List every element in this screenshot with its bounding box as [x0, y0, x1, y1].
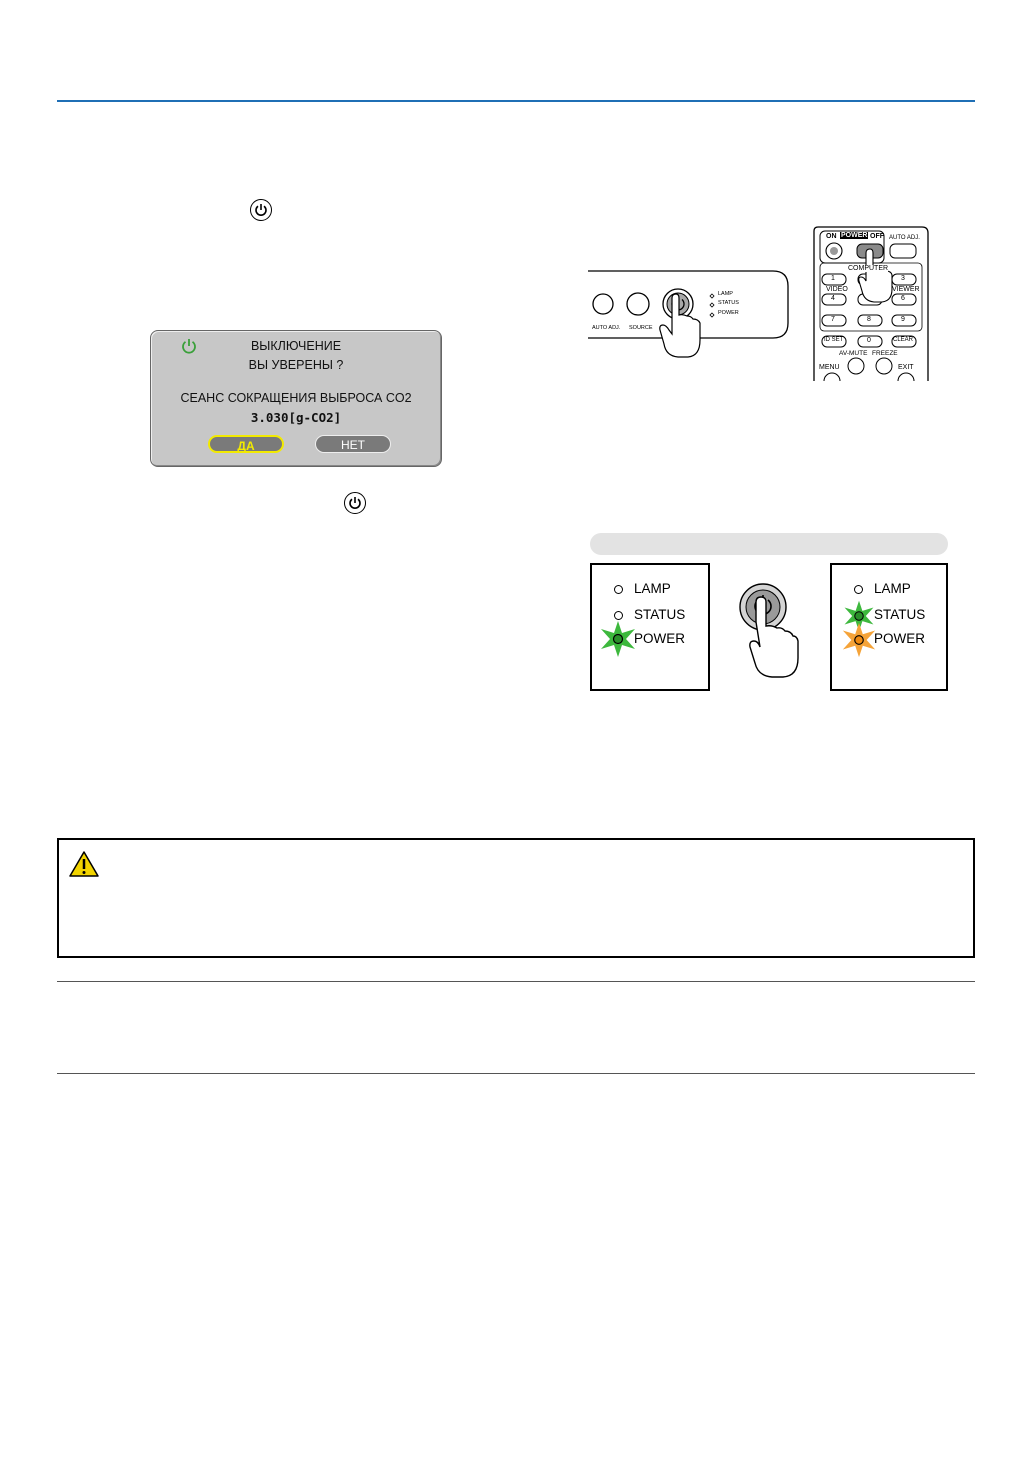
key-6: 6 [901, 295, 905, 302]
projector-cabinet-panel [588, 268, 790, 380]
key-9: 9 [901, 316, 905, 323]
status-label: STATUS [634, 607, 686, 622]
key-4: 4 [831, 295, 835, 302]
no-button[interactable]: НЕТ [315, 435, 391, 453]
remote-off-label: OFF [870, 233, 884, 240]
lamp-label: LAMP [634, 581, 671, 596]
remote-av-mute-label: AV-MUTE [839, 350, 868, 357]
auto-adj-label: AUTO ADJ. [592, 325, 621, 331]
power-led-glow-green [598, 619, 638, 659]
key-7: 7 [831, 316, 835, 323]
cabinet-lamp-label: LAMP [718, 291, 733, 297]
power-label: POWER [634, 631, 686, 646]
dialog-question: ВЫ УВЕРЕНЫ ? [248, 358, 344, 372]
co2-session-value: 3.030[g-CO2] [250, 410, 342, 425]
note-rule-bottom [57, 1073, 975, 1074]
power-label-2: POWER [874, 631, 926, 646]
remote-video-label: VIDEO [826, 286, 848, 293]
remote-on-label: ON [826, 233, 837, 240]
remote-auto-adj-label: AUTO ADJ. [889, 235, 920, 241]
key-0: 0 [867, 337, 871, 344]
indicator-panel-before [590, 563, 710, 691]
lamp-label-2: LAMP [874, 581, 911, 596]
remote-control [812, 225, 930, 381]
power-button-icon [250, 199, 272, 221]
lamp-led [614, 585, 623, 594]
remote-power-label: POWER [841, 232, 868, 239]
power-off-dialog [150, 330, 442, 467]
dialog-title: ВЫКЛЮЧЕНИЕ [250, 339, 342, 353]
header-rule [57, 100, 975, 102]
indicator-header-bar [590, 533, 948, 555]
key-1: 1 [831, 275, 835, 282]
warning-triangle-icon [68, 850, 100, 878]
power-button-icon-2 [344, 492, 366, 514]
remote-viewer-label: VIEWER [892, 286, 920, 293]
key-3: 3 [901, 275, 905, 282]
yes-button[interactable]: ДА [208, 435, 284, 453]
remote-id-set-label: ID SET [824, 337, 844, 343]
note-rule-top [57, 981, 975, 982]
lamp-led-2 [854, 585, 863, 594]
source-label: SOURCE [629, 325, 653, 331]
power-led-glow-orange [840, 621, 878, 659]
remote-freeze-label: FREEZE [872, 350, 898, 357]
caution-box [57, 838, 975, 958]
remote-computer-label: COMPUTER [848, 265, 889, 272]
remote-menu-label: MENU [819, 364, 840, 371]
indicator-panel-after [830, 563, 948, 691]
co2-session-label: СЕАНС СОКРАЩЕНИЯ ВЫБРОСА CO2 [180, 391, 412, 405]
power-button-press-illustration [732, 580, 812, 680]
cabinet-status-label: STATUS [718, 300, 739, 306]
status-label-2: STATUS [874, 607, 926, 622]
key-8: 8 [867, 316, 871, 323]
cabinet-power-label: POWER [718, 310, 739, 316]
remote-exit-label: EXIT [898, 364, 914, 371]
remote-clear-label: CLEAR [893, 337, 914, 343]
